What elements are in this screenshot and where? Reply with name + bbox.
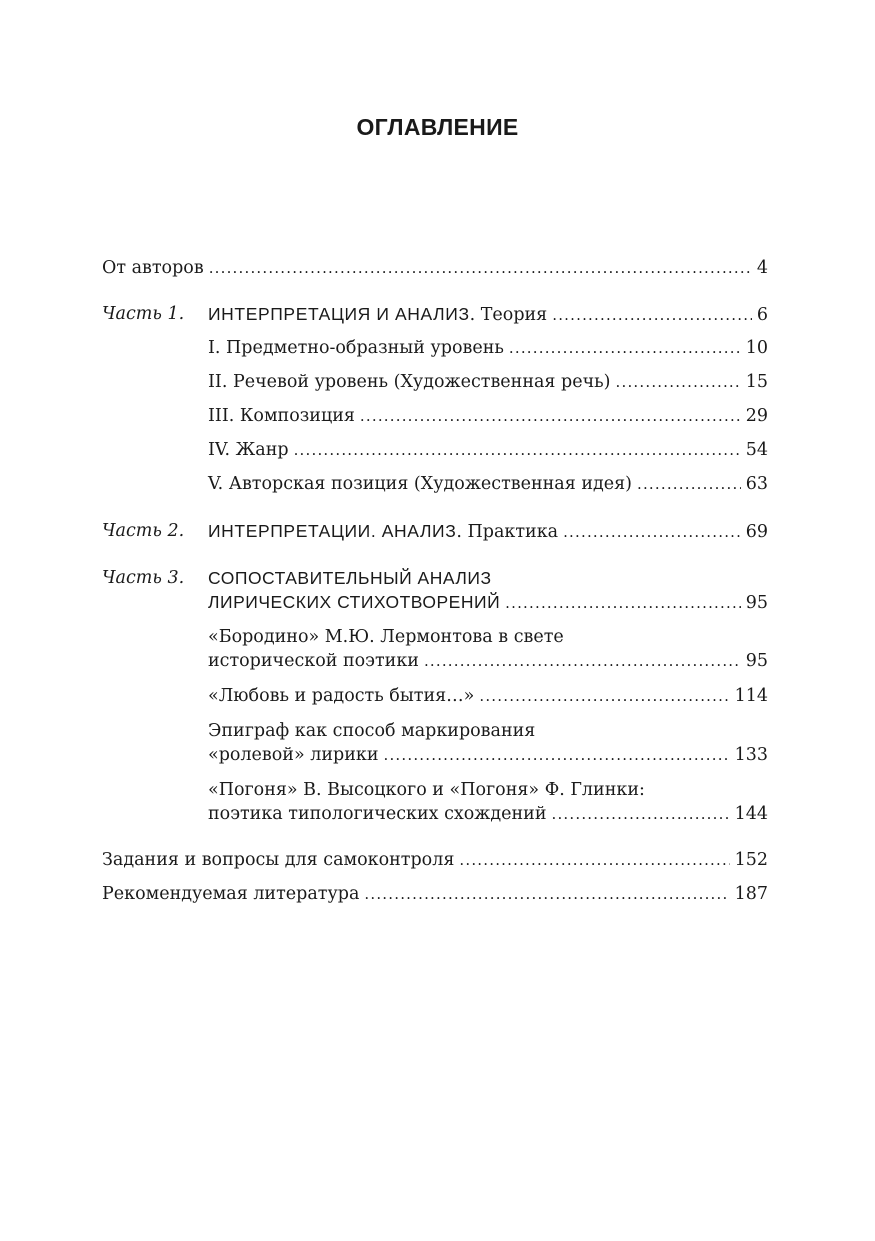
dot-leader [384, 743, 730, 767]
toc-heading-line: СОПОСТАВИТЕЛЬНЫЙ АНАЛИЗ [208, 568, 492, 588]
dot-leader [552, 303, 752, 327]
toc-heading-caps: ИНТЕРПРЕТАЦИЯ И АНАЛИЗ [208, 304, 470, 324]
toc-entry-label: II. Речевой уровень (Художественная речь) [208, 372, 611, 392]
toc-page-number: 69 [745, 522, 768, 542]
dot-leader [459, 848, 729, 872]
dot-leader [637, 472, 741, 496]
toc-entry-label: «Любовь и радость бытия…» [208, 686, 475, 706]
toc-entry-part2-heading[interactable] [208, 519, 768, 543]
toc-entry-label: поэтика типологических схождений [208, 804, 547, 824]
toc-page-number: 187 [734, 884, 768, 904]
toc-entry-label: Задания и вопросы для самоконтроля [102, 850, 455, 870]
toc-page-number: 95 [745, 593, 768, 613]
toc-entry[interactable] [208, 404, 768, 428]
toc-page-number: 29 [745, 406, 768, 426]
toc-part-1 [102, 302, 768, 496]
toc-part-2 [102, 519, 768, 543]
toc-heading-rest: . Практика [456, 522, 559, 542]
dot-leader [505, 591, 741, 615]
dot-leader [294, 438, 741, 462]
toc-entry-line: «Бородино» М.Ю. Лермонтова в свете [208, 627, 564, 647]
toc-entry[interactable] [208, 438, 768, 462]
toc-entry[interactable] [208, 625, 768, 673]
toc-entry-intro[interactable] [102, 256, 768, 280]
toc-entry-tasks[interactable] [102, 848, 768, 872]
toc-entry-line: «Погоня» В. Высоцкого и «Погоня» Ф. Глинки: [208, 780, 645, 800]
dot-leader [209, 256, 752, 280]
toc-entry-label: IV. Жанр [208, 440, 289, 460]
toc-page-number: 144 [734, 804, 768, 824]
toc-entry-label: V. Авторская позиция (Художественная идея) [208, 474, 632, 494]
dot-leader [479, 684, 729, 708]
toc-page-number: 6 [756, 305, 768, 325]
toc-part-3 [102, 566, 768, 826]
toc-entry[interactable] [208, 472, 768, 496]
dot-leader [360, 404, 741, 428]
toc-entry[interactable] [208, 778, 768, 826]
toc-entry-label: Рекомендуемая литература [102, 884, 360, 904]
toc-entry[interactable] [208, 719, 768, 767]
table-of-contents [102, 256, 768, 906]
dot-leader [616, 370, 741, 394]
toc-page-number: 133 [734, 745, 768, 765]
page-title: ОГЛАВЛЕНИЕ [356, 114, 519, 140]
toc-entry[interactable] [208, 370, 768, 394]
part-label: Часть 1. [102, 304, 185, 324]
dot-leader [509, 336, 741, 360]
toc-page-number: 4 [756, 258, 768, 278]
toc-page-number: 10 [745, 338, 768, 358]
dot-leader [364, 882, 729, 906]
toc-entry-label: I. Предметно-образный уровень [208, 338, 504, 358]
toc-heading-rest: . Теория [469, 305, 548, 325]
part-label: Часть 2. [102, 521, 185, 541]
toc-page-number: 114 [734, 686, 768, 706]
toc-page-number: 54 [745, 440, 768, 460]
toc-entry-label: исторической поэтики [208, 651, 419, 671]
toc-entry-part1-heading[interactable] [208, 302, 768, 326]
toc-heading-line: ЛИРИЧЕСКИХ СТИХОТВОРЕНИЙ [208, 592, 501, 612]
dot-leader [552, 802, 730, 826]
toc-entry-part3-heading[interactable] [208, 566, 768, 614]
toc-page-number: 152 [734, 850, 768, 870]
toc-entry-literature[interactable] [102, 882, 768, 906]
toc-page-number: 63 [745, 474, 768, 494]
toc-entry[interactable] [208, 336, 768, 360]
toc-entry-label: III. Композиция [208, 406, 355, 426]
part-label: Часть 3. [102, 568, 185, 588]
dot-leader [563, 520, 741, 544]
toc-entry-line: Эпиграф как способ маркирования [208, 721, 536, 741]
toc-entry-label: «ролевой» лирики [208, 745, 379, 765]
toc-entry[interactable] [208, 684, 768, 708]
dot-leader [424, 649, 741, 673]
toc-page-number: 15 [745, 372, 768, 392]
toc-heading-caps: ИНТЕРПРЕТАЦИИ. АНАЛИЗ [208, 521, 457, 541]
toc-entry-label: От авторов [102, 258, 204, 278]
toc-page-number: 95 [745, 651, 768, 671]
